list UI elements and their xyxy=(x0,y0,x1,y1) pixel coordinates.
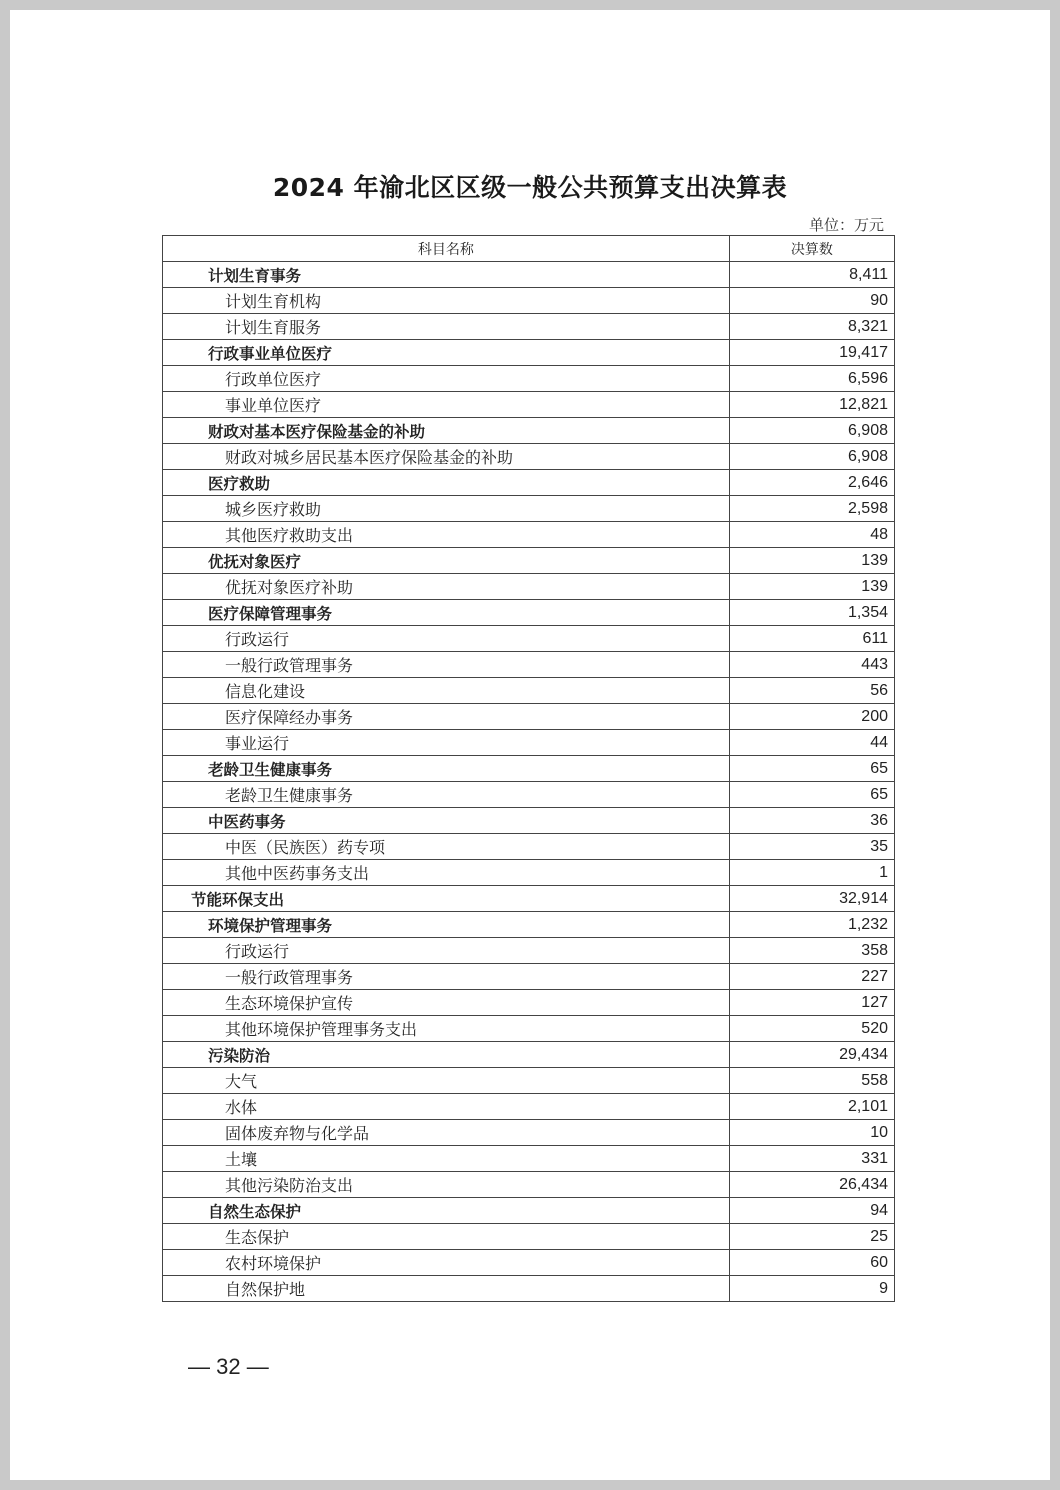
row-amount: 8,411 xyxy=(729,262,894,288)
row-amount: 443 xyxy=(729,652,894,678)
table-row xyxy=(163,1094,895,1120)
row-amount: 2,101 xyxy=(729,1094,894,1120)
row-amount: 60 xyxy=(729,1250,894,1276)
table-row xyxy=(163,1250,895,1276)
table-row xyxy=(163,938,895,964)
row-subject-name: 其他中医药事务支出 xyxy=(163,860,730,886)
row-subject-name: 信息化建设 xyxy=(163,678,730,704)
table-body xyxy=(163,262,895,1302)
row-subject-name: 水体 xyxy=(163,1094,730,1120)
row-subject-name: 计划生育机构 xyxy=(163,288,730,314)
row-amount: 65 xyxy=(729,782,894,808)
row-subject-name: 行政事业单位医疗 xyxy=(163,340,730,366)
table-row xyxy=(163,1146,895,1172)
table-row xyxy=(163,548,895,574)
header-subject-name: 科目名称 xyxy=(163,236,730,262)
row-subject-name: 计划生育服务 xyxy=(163,314,730,340)
row-subject-name: 老龄卫生健康事务 xyxy=(163,756,730,782)
row-amount: 6,908 xyxy=(729,418,894,444)
row-amount: 90 xyxy=(729,288,894,314)
row-amount: 127 xyxy=(729,990,894,1016)
row-subject-name: 生态环境保护宣传 xyxy=(163,990,730,1016)
table-row xyxy=(163,886,895,912)
row-subject-name: 优抚对象医疗补助 xyxy=(163,574,730,600)
row-amount: 9 xyxy=(729,1276,894,1302)
table-row xyxy=(163,444,895,470)
row-subject-name: 城乡医疗救助 xyxy=(163,496,730,522)
table-row xyxy=(163,366,895,392)
table-row xyxy=(163,1276,895,1302)
table-row xyxy=(163,730,895,756)
row-amount: 139 xyxy=(729,574,894,600)
row-amount: 227 xyxy=(729,964,894,990)
row-subject-name: 环境保护管理事务 xyxy=(163,912,730,938)
table-row xyxy=(163,600,895,626)
budget-table xyxy=(162,235,895,1302)
table-row xyxy=(163,1016,895,1042)
row-subject-name: 事业单位医疗 xyxy=(163,392,730,418)
row-amount: 1,232 xyxy=(729,912,894,938)
row-amount: 6,908 xyxy=(729,444,894,470)
table-row xyxy=(163,1042,895,1068)
table-row xyxy=(163,262,895,288)
row-subject-name: 自然保护地 xyxy=(163,1276,730,1302)
table-row xyxy=(163,704,895,730)
row-subject-name: 中医药事务 xyxy=(163,808,730,834)
row-subject-name: 财政对基本医疗保险基金的补助 xyxy=(163,418,730,444)
row-subject-name: 行政单位医疗 xyxy=(163,366,730,392)
table-row xyxy=(163,392,895,418)
row-amount: 2,646 xyxy=(729,470,894,496)
table-row xyxy=(163,574,895,600)
table-row xyxy=(163,834,895,860)
table-row xyxy=(163,782,895,808)
row-subject-name: 一般行政管理事务 xyxy=(163,652,730,678)
row-amount: 200 xyxy=(729,704,894,730)
row-subject-name: 大气 xyxy=(163,1068,730,1094)
table-header-row xyxy=(163,236,895,262)
row-amount: 10 xyxy=(729,1120,894,1146)
row-subject-name: 医疗保障经办事务 xyxy=(163,704,730,730)
row-subject-name: 行政运行 xyxy=(163,626,730,652)
row-subject-name: 固体废弃物与化学品 xyxy=(163,1120,730,1146)
row-subject-name: 自然生态保护 xyxy=(163,1198,730,1224)
page-title: 2024 年渝北区区级一般公共预算支出决算表 xyxy=(272,173,788,202)
table-row xyxy=(163,1172,895,1198)
row-amount: 611 xyxy=(729,626,894,652)
row-subject-name: 行政运行 xyxy=(163,938,730,964)
row-amount: 94 xyxy=(729,1198,894,1224)
table-row xyxy=(163,860,895,886)
table-row xyxy=(163,1120,895,1146)
table-row xyxy=(163,626,895,652)
row-subject-name: 医疗保障管理事务 xyxy=(163,600,730,626)
table-row xyxy=(163,314,895,340)
table-row xyxy=(163,340,895,366)
row-amount: 139 xyxy=(729,548,894,574)
page-number: — 32 — xyxy=(188,1354,269,1379)
row-subject-name: 污染防治 xyxy=(163,1042,730,1068)
row-subject-name: 老龄卫生健康事务 xyxy=(163,782,730,808)
row-subject-name: 财政对城乡居民基本医疗保险基金的补助 xyxy=(163,444,730,470)
row-subject-name: 土壤 xyxy=(163,1146,730,1172)
table-row xyxy=(163,756,895,782)
table-row xyxy=(163,470,895,496)
table-row xyxy=(163,678,895,704)
row-amount: 1,354 xyxy=(729,600,894,626)
table-row xyxy=(163,1198,895,1224)
table-row xyxy=(163,912,895,938)
table-row xyxy=(163,288,895,314)
row-amount: 6,596 xyxy=(729,366,894,392)
row-subject-name: 事业运行 xyxy=(163,730,730,756)
unit-label: 单位：万元 xyxy=(808,216,884,234)
row-amount: 8,321 xyxy=(729,314,894,340)
row-subject-name: 农村环境保护 xyxy=(163,1250,730,1276)
table-row xyxy=(163,964,895,990)
table-row xyxy=(163,808,895,834)
row-amount: 26,434 xyxy=(729,1172,894,1198)
row-subject-name: 其他医疗救助支出 xyxy=(163,522,730,548)
row-amount: 358 xyxy=(729,938,894,964)
row-amount: 558 xyxy=(729,1068,894,1094)
row-amount: 36 xyxy=(729,808,894,834)
row-amount: 44 xyxy=(729,730,894,756)
row-subject-name: 生态保护 xyxy=(163,1224,730,1250)
row-amount: 29,434 xyxy=(729,1042,894,1068)
row-subject-name: 节能环保支出 xyxy=(163,886,730,912)
row-amount: 56 xyxy=(729,678,894,704)
row-amount: 35 xyxy=(729,834,894,860)
row-amount: 12,821 xyxy=(729,392,894,418)
table-row xyxy=(163,1068,895,1094)
row-amount: 65 xyxy=(729,756,894,782)
row-subject-name: 优抚对象医疗 xyxy=(163,548,730,574)
table-row xyxy=(163,652,895,678)
row-amount: 1 xyxy=(729,860,894,886)
table-row xyxy=(163,496,895,522)
row-subject-name: 计划生育事务 xyxy=(163,262,730,288)
table-row xyxy=(163,522,895,548)
row-amount: 2,598 xyxy=(729,496,894,522)
row-amount: 25 xyxy=(729,1224,894,1250)
row-amount: 48 xyxy=(729,522,894,548)
table-row xyxy=(163,418,895,444)
table-row xyxy=(163,1224,895,1250)
row-amount: 520 xyxy=(729,1016,894,1042)
row-amount: 32,914 xyxy=(729,886,894,912)
row-subject-name: 其他环境保护管理事务支出 xyxy=(163,1016,730,1042)
row-amount: 331 xyxy=(729,1146,894,1172)
row-amount: 19,417 xyxy=(729,340,894,366)
row-subject-name: 其他污染防治支出 xyxy=(163,1172,730,1198)
row-subject-name: 中医（民族医）药专项 xyxy=(163,834,730,860)
row-subject-name: 医疗救助 xyxy=(163,470,730,496)
row-subject-name: 一般行政管理事务 xyxy=(163,964,730,990)
header-final-amount: 决算数 xyxy=(729,236,894,262)
table-row xyxy=(163,990,895,1016)
